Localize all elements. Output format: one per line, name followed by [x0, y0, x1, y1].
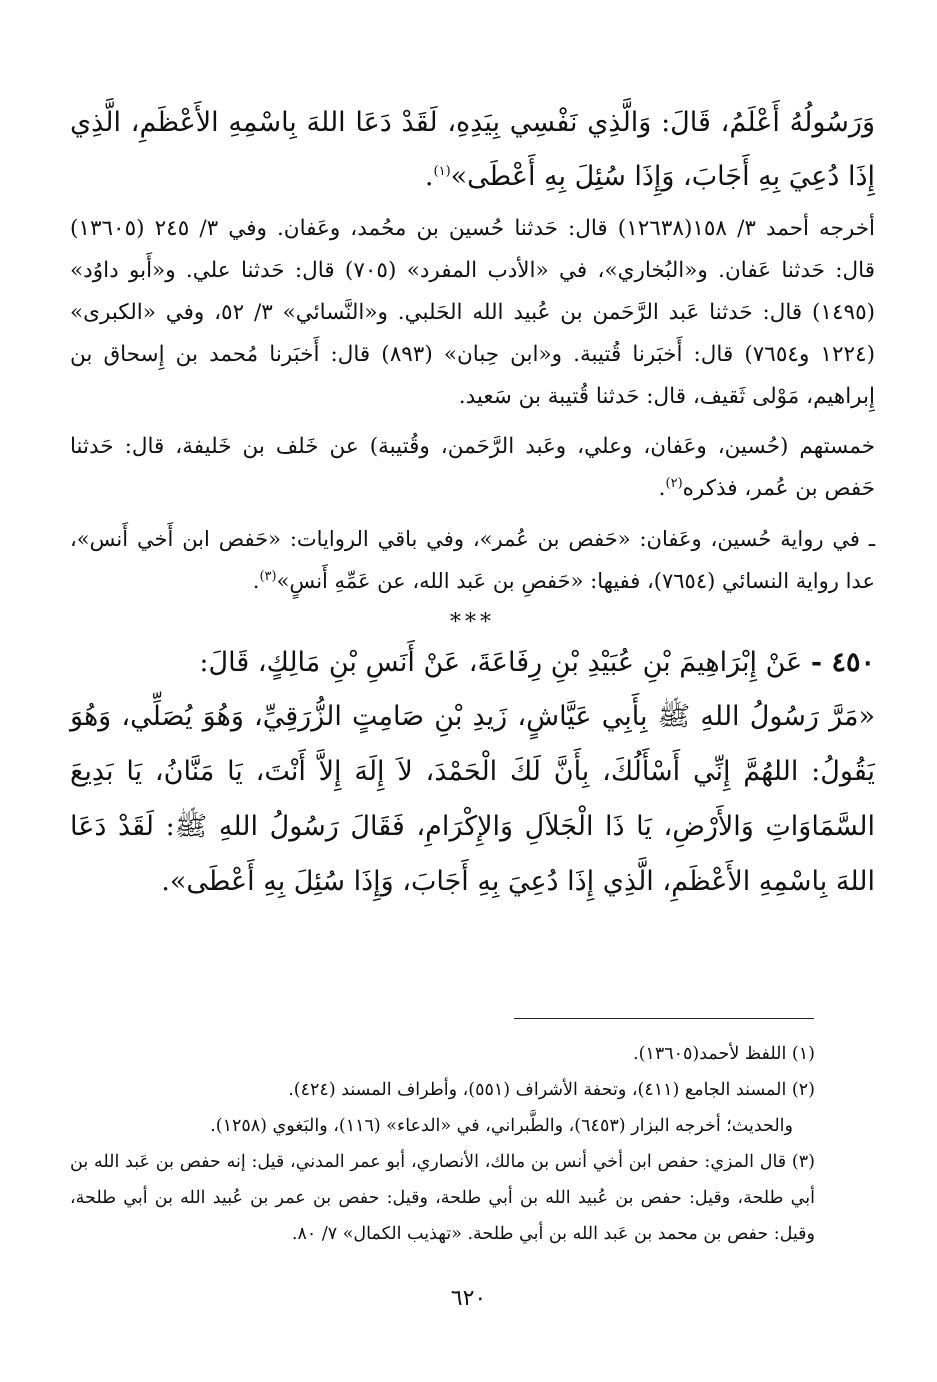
hadith-heading	[70, 637, 875, 689]
footnote-ref-3[interactable]: (٣)	[259, 569, 277, 584]
footnote-ref-1[interactable]: (١)	[433, 164, 451, 179]
hadith-number: ٤٥٠ -	[810, 647, 875, 678]
takhrij-2-text: خمستهم (حُسين، وعَفان، وعلي، وعَبد الرَّحَمن، وقُتيبة) عن خَلف بن خَليفة، قال: حَدثنا حَفص بن عُمر، فذكره	[70, 434, 875, 501]
section-separator: ***	[450, 610, 495, 635]
footnote-3: (٣) قال المزي: حفص ابن أخي أنس بن مالك، الأنصاري، أبو عمر المدني، قيل: إنه حفص بن عَبد الله بن أبي طلحة، وقيل: حفص بن عُبيد الله بن أبي طلحة، وقيل: حفص بن عمر بن عُبيد الله بن أبي طلحة، وقيل: حفص بن محمد بن عَبد الله بن أبي طلحة. «تهذيب الكمال» ٧/ ٨٠.	[70, 1152, 815, 1244]
full-stop: .	[424, 161, 434, 192]
takhrij-paragraph-3	[70, 518, 875, 602]
footnote-2: (٢) المسند الجامع (٤١١)، وتحفة الأشراف (٥٥١)، وأطراف المسند (٤٢٤).	[288, 1080, 815, 1100]
page-number: ٦٢٠	[450, 1286, 487, 1311]
footnote-ref-2[interactable]: (٢)	[665, 475, 683, 491]
previous-hadith-ending	[70, 96, 875, 204]
footnotes	[70, 1036, 815, 1252]
hadith-text: «مَرَّ رَسُولُ اللهِ ﷺ بِأَبِي عَيَّاشٍ، زَيدِ بْنِ صَامِتٍ الزُّرَقِيِّ، وَهُوَ يُصَلِّي، وَهُوَ يَقُولُ: اللهُمَّ إِنِّي أَسْأَلُكَ، بِأَنَّ لَكَ الْحَمْدَ، لاَ إِلَهَ إِلاَّ أَنْتَ، يَا مَنَّانُ، يَا بَدِيعَ السَّمَاوَاتِ وَالأَرْضِ، يَا ذَا الْجَلاَلِ وَالإِكْرَامِ، فَقَالَ رَسُولُ اللهِ ﷺ: لَقَدْ دَعَا اللهَ بِاسْمِهِ الأَعْظَمِ، الَّذِي إِذَا دُعِيَ بِهِ أَجَابَ، وَإِذَا سُئِلَ بِهِ أَعْطَى».	[70, 701, 875, 897]
page-body	[70, 96, 875, 909]
takhrij-paragraph-1: أخرجه أحمد ٣/ ١٥٨(١٢٦٣٨) قال: حَدثنا حُسين بن محُمد، وعَفان. وفي ٣/ ٢٤٥ (١٣٦٠٥) قال: حَدثنا عَفان. و«البُخاري»، في «الأدب المفرد» (٧٠٥) قال: حَدثنا علي. و«أَبو داوُد» (١٤٩٥) قال: حَدثنا عَبد الرَّحَمن بن عُبيد الله الحَلبي. و«النَّسائي» ٣/ ٥٢، وفي «الكبرى» (١٢٢٤ و٧٦٥٤) قال: أَخبَرنا قُتيبة. و«ابن حِبان» (٨٩٣) قال: أَخبَرنا مُحمد بن إِسحاق بن إِبراهيم، مَوْلى ثَقيف، قال: حَدثنا قُتيبة بن سَعيد.	[70, 216, 876, 409]
takhrij-paragraph-2	[70, 426, 875, 510]
takhrij-3-text: ـ في رواية حُسين، وعَفان: «حَفص بن عُمر»، وفي باقي الروايات: «حَفص ابن أَخي أَنس»، عدا رواية النسائي (٧٦٥٤)، ففيها: «حَفصِ بن عَبد الله، عن عَمِّهِ أَنسٍ»	[70, 527, 875, 593]
footnote-divider	[514, 1018, 814, 1019]
footnote-1: (١) اللفظ لأحمد(١٣٦٠٥).	[633, 1044, 815, 1064]
hadith-chain: عَنْ إِبْرَاهِيمَ بْنِ عُبَيْدِ بْنِ رِفَاعَةَ، عَنْ أَنَسِ بْنِ مَالِكٍ، قَالَ:	[199, 647, 803, 678]
full-stop: .	[658, 476, 666, 501]
footnote-2-continued: والحديث؛ أخرجه البزار (٦٤٥٣)، والطَّبراني، في «الدعاء» (١١٦)، والبَغوي (١٢٥٨).	[210, 1116, 793, 1136]
previous-hadith-text: وَرَسُولُهُ أَعْلَمُ، قَالَ: وَالَّذِي نَفْسِي بِيَدِهِ، لَقَدْ دَعَا اللهَ بِاسْمِهِ الأَعْظَمِ، الَّذِي إِذَا دُعِيَ بِهِ أَجَابَ، وَإِذَا سُئِلَ بِهِ أَعْطَى»	[70, 107, 875, 192]
full-stop: .	[252, 569, 260, 593]
